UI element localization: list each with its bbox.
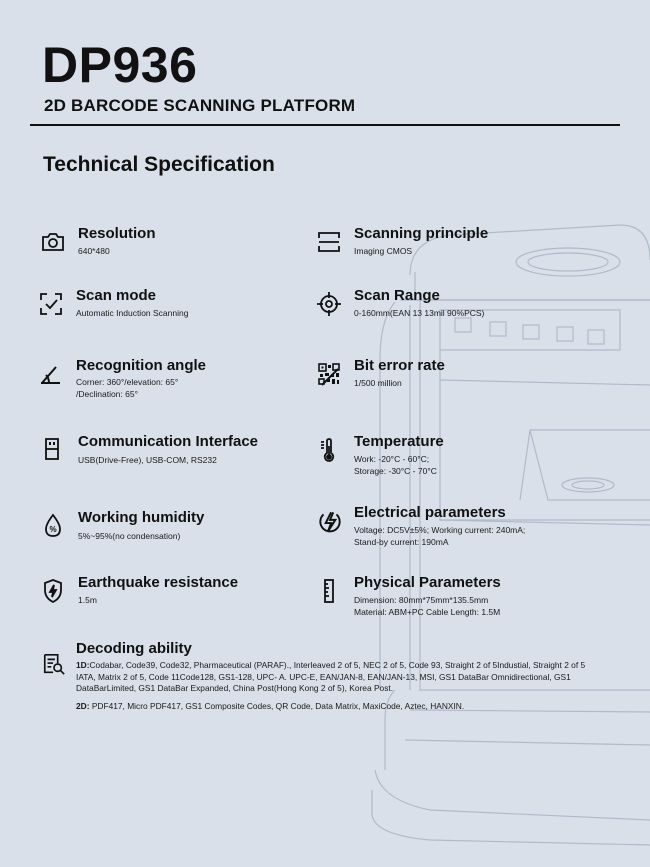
usb-port-icon	[40, 437, 66, 463]
spec-name: Scanning principle	[354, 225, 489, 242]
product-title: DP936	[42, 37, 198, 93]
svg-text:%: %	[49, 525, 57, 534]
codes-2d-list: PDF417, Micro PDF417, GS1 Composite Codes, QR Code, Data Matrix, MaxiCode, Aztec, HANXIN.	[89, 700, 465, 711]
spec-value: 1.5m	[78, 595, 97, 605]
label-1d: 1D:	[76, 660, 90, 670]
codes-1d	[76, 660, 606, 695]
spec-name: Bit error rate	[354, 357, 445, 374]
spec-name: Scan Range	[354, 287, 440, 304]
shield-bolt-icon	[40, 578, 66, 604]
codes-1d-list: Codabar, Code39, Code32, Pharmaceutical (PARAF)., Interleaved 2 of 5, NEC 2 of 5, Code 93, Straight 2 of 5Industial, Straight 2 of 5 IATA, Matrix 2 of 5, Code 11Code128, GS1-128, UPC- A. UPC-E, EAN/JAN-8, EAN/JAN-13, MSI, GS1 DataBar Omnidirectional, GS1 DataBarLimited, GS1 DataBar Expanded, China Post(Hong Kong 2 of 5), Korea Post.	[76, 660, 586, 693]
spec-value: 5%~95%(no condensation)	[78, 531, 181, 541]
spec-value: 1/500 million	[354, 378, 402, 388]
product-subtitle: 2D BARCODE SCANNING PLATFORM	[44, 96, 356, 115]
spec-name: Recognition angle	[76, 357, 207, 374]
camera-icon	[40, 229, 66, 255]
spec-value: Material: ABM+PC Cable Length: 1.5M	[354, 607, 501, 617]
spec-value: /Declination: 65°	[76, 389, 138, 399]
thermometer-icon	[316, 437, 342, 463]
spec-value: Dimension: 80mm*75mm*135.5mm	[354, 595, 489, 605]
spec-name: Earthquake resistance	[78, 574, 239, 591]
spec-name: Communication Interface	[78, 433, 259, 450]
ruler-icon	[316, 578, 342, 604]
spec-value: Imaging CMOS	[354, 246, 413, 256]
qr-code-icon	[316, 361, 342, 387]
spec-name: Physical Parameters	[354, 574, 501, 591]
spec-value: Storage: -30°C - 70°C	[354, 466, 437, 476]
spec-name: Scan mode	[76, 287, 157, 304]
scan-frame-icon	[316, 229, 342, 255]
spec-value: Stand-by current: 190mA	[354, 537, 449, 547]
scan-check-icon	[38, 291, 64, 317]
spec-value: Voltage: DC5V±5%; Working current: 240mA;	[354, 525, 526, 535]
spec-value: Automatic Induction Scanning	[76, 308, 189, 318]
spec-name: Resolution	[78, 225, 156, 242]
spec-value: Work: -20°C - 60°C;	[354, 454, 430, 464]
spec-value: USB(Drive-Free), USB-COM, RS232	[78, 455, 217, 465]
codes-2d	[76, 701, 606, 713]
power-icon	[316, 508, 344, 536]
label-2d: 2D:	[76, 700, 90, 711]
spec-name: Electrical parameters	[354, 504, 506, 521]
decoding-codes	[76, 660, 606, 712]
header-divider	[30, 124, 620, 126]
spec-value: 0-160mm(EAN 13 13mil 90%PCS)	[354, 308, 485, 318]
droplet-percent-icon	[40, 513, 66, 539]
spec-value: Corner: 360°/elevation: 65°	[76, 377, 179, 387]
crosshair-icon	[316, 291, 342, 317]
angle-icon	[38, 361, 64, 387]
spec-name: Temperature	[354, 433, 444, 450]
document-search-icon	[42, 652, 66, 676]
spec-name: Working humidity	[78, 509, 205, 526]
spec-name: Decoding ability	[76, 640, 192, 657]
section-title: Technical Specification	[43, 153, 275, 176]
spec-value: 640*480	[78, 246, 110, 256]
